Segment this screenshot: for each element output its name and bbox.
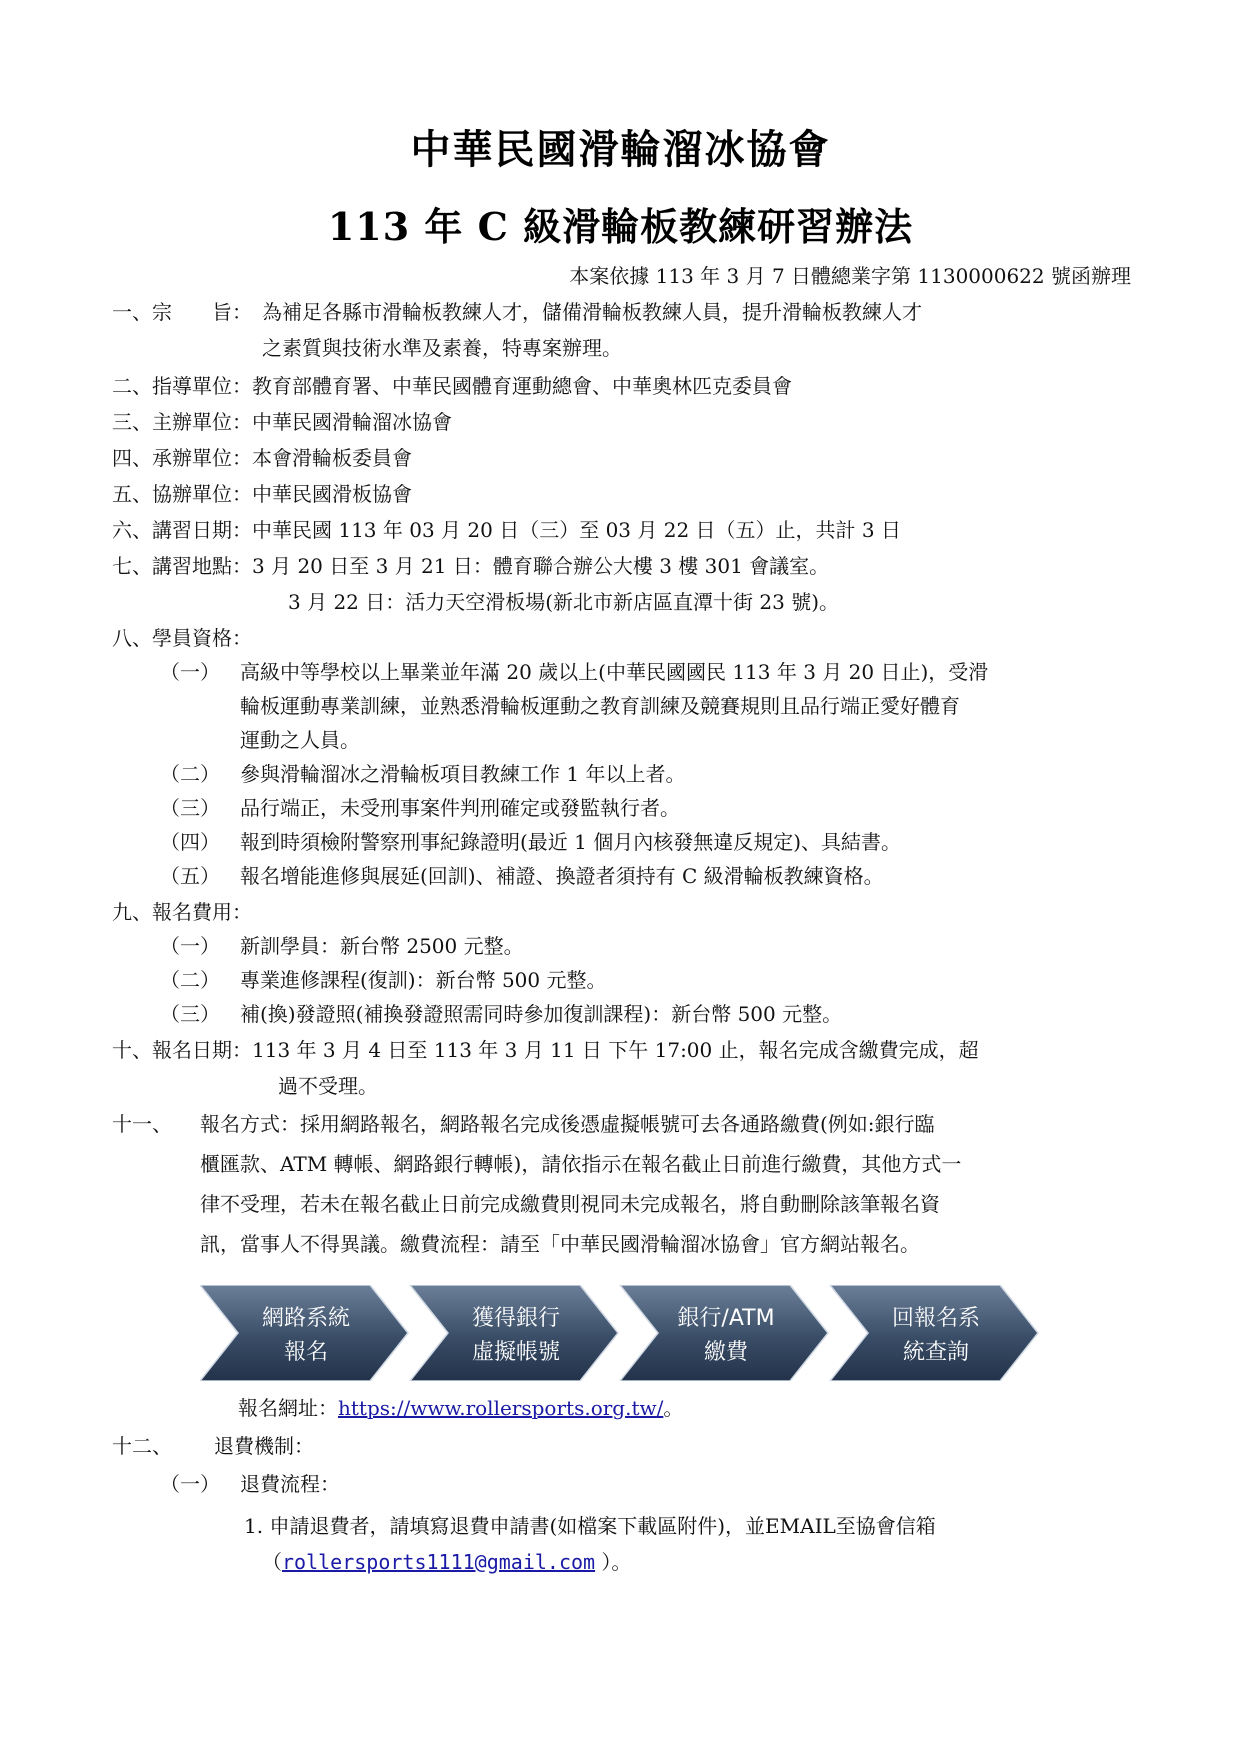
- url-label: 報名網址：: [238, 1396, 338, 1420]
- section-8-item-text: 報到時須檢附警察刑事紀錄證明(最近 1 個月內核發無違反規定)、具結書。: [240, 830, 902, 854]
- flow-step-4-line2: 統查詢: [902, 1340, 970, 1365]
- email-close: ）。: [595, 1550, 632, 1574]
- section-8-item-text: 運動之人員。: [240, 728, 360, 752]
- section-7-cont: 3 月 22 日：活力天空滑板場(新北市新店區直潭十街 23 號)。: [288, 590, 840, 614]
- section-8-label: 八、學員資格：: [112, 626, 252, 650]
- refund-step-1: 1. 申請退費者，請填寫退費申請書(如檔案下載區附件)，並EMAIL至協會信箱: [244, 1514, 936, 1538]
- flow-step-3-line1: 銀行/ATM: [677, 1306, 775, 1331]
- flow-step-2: [410, 1285, 618, 1381]
- flow-step-1: [200, 1285, 408, 1381]
- section-11-text: 報名方式：採用網路報名，網路報名完成後憑虛擬帳號可去各通路繳費(例如:銀行臨: [200, 1112, 935, 1136]
- section-8-item-text: 高級中等學校以上畢業並年滿 20 歲以上(中華民國國民 113 年 3 月 20 日止)，受滑: [240, 660, 989, 684]
- section-8-item-num: （三）: [160, 796, 220, 820]
- section-12-sub-num: （一）: [160, 1472, 220, 1496]
- section-3: 三、主辦單位：中華民國滑輪溜冰協會: [112, 410, 452, 434]
- section-9-item-num: （三）: [160, 1002, 220, 1026]
- url-tail: 。: [663, 1396, 684, 1420]
- org-title: 中華民國滑輪溜冰協會: [410, 126, 831, 173]
- refund-email-link[interactable]: rollersports1111@gmail.com: [282, 1550, 596, 1574]
- email-open-paren: （: [262, 1550, 282, 1574]
- section-12-label: 十二、: [112, 1434, 172, 1458]
- flow-step-1-line1: 網路系統: [261, 1306, 351, 1331]
- reference-line: 本案依據 113 年 3 月 7 日體總業字第 1130000622 號函辦理: [569, 264, 1131, 288]
- flow-step-1-line2: 報名: [283, 1340, 329, 1365]
- section-2: 二、指導單位：教育部體育署、中華民國體育運動總會、中華奧林匹克委員會: [112, 374, 792, 398]
- registration-url-link[interactable]: https://www.rollersports.org.tw/: [338, 1396, 664, 1420]
- section-12-title: 退費機制：: [214, 1434, 314, 1458]
- section-9-item-text: 新訓學員：新台幣 2500 元整。: [240, 934, 524, 958]
- payment-process-flow: [200, 1285, 1040, 1381]
- flow-step-3-line2: 繳費: [703, 1340, 749, 1365]
- section-8-item-num: （五）: [160, 864, 220, 888]
- refund-email-line: [262, 1548, 631, 1576]
- section-11-text: 櫃匯款、ATM 轉帳、網路銀行轉帳)，請依指示在報名截止日前進行繳費，其他方式一: [200, 1152, 962, 1176]
- section-10-cont: 過不受理。: [278, 1074, 378, 1098]
- section-8-item-text: 報名增能進修與展延(回訓)、補證、換證者須持有 C 級滑輪板教練資格。: [240, 864, 884, 888]
- section-8-item-num: （一）: [160, 660, 220, 684]
- section-9-item-text: 專業進修課程(復訓)：新台幣 500 元整。: [240, 968, 607, 992]
- section-1-label: 一、宗 旨：: [112, 300, 252, 324]
- section-12-sub-text: 退費流程：: [240, 1472, 340, 1496]
- flow-step-2-line2: 虛擬帳號: [471, 1340, 561, 1365]
- section-11-text: 律不受理，若未在報名截止日前完成繳費則視同未完成報名，將自動刪除該筆報名資: [200, 1192, 940, 1216]
- flow-step-4-line1: 回報名系: [891, 1306, 981, 1331]
- section-8-item-text: 輪板運動專業訓練，並熟悉滑輪板運動之教育訓練及競賽規則且品行端正愛好體育: [240, 694, 960, 718]
- section-9-label: 九、報名費用：: [112, 900, 252, 924]
- section-5: 五、協辦單位：中華民國滑板協會: [112, 482, 412, 506]
- flow-step-2-line1: 獲得銀行: [471, 1306, 561, 1331]
- section-9-item-num: （二）: [160, 968, 220, 992]
- section-11-label: 十一、: [112, 1112, 172, 1136]
- section-8-item-text: 參與滑輪溜冰之滑輪板項目教練工作 1 年以上者。: [240, 762, 686, 786]
- registration-url-line: [238, 1394, 683, 1422]
- section-1-text: 為補足各縣市滑輪板教練人才，儲備滑輪板教練人員，提升滑輪板教練人才: [262, 300, 922, 324]
- section-7: 七、講習地點：3 月 20 日至 3 月 21 日：體育聯合辦公大樓 3 樓 301 會議室。: [112, 554, 830, 578]
- section-11-text: 訊，當事人不得異議。繳費流程：請至「中華民國滑輪溜冰協會」官方網站報名。: [200, 1232, 920, 1256]
- flow-step-3: [620, 1285, 828, 1381]
- section-8-item-text: 品行端正，未受刑事案件判刑確定或發監執行者。: [240, 796, 680, 820]
- section-6: 六、講習日期：中華民國 113 年 03 月 20 日（三）至 03 月 22 日（五）止，共計 3 日: [112, 518, 901, 542]
- section-9-item-num: （一）: [160, 934, 220, 958]
- section-1-text-cont: 之素質與技術水準及素養，特專案辦理。: [262, 336, 622, 360]
- section-9-item-text: 補(換)發證照(補換發證照需同時參加復訓課程)：新台幣 500 元整。: [240, 1002, 843, 1026]
- doc-title: 113 年 C 級滑輪板教練研習辦法: [327, 204, 914, 249]
- section-4: 四、承辦單位：本會滑輪板委員會: [112, 446, 412, 470]
- section-8-item-num: （二）: [160, 762, 220, 786]
- flow-step-4: [830, 1285, 1038, 1381]
- section-10: 十、報名日期：113 年 3 月 4 日至 113 年 3 月 11 日 下午 17:00 止，報名完成含繳費完成，超: [112, 1038, 979, 1062]
- section-8-item-num: （四）: [160, 830, 220, 854]
